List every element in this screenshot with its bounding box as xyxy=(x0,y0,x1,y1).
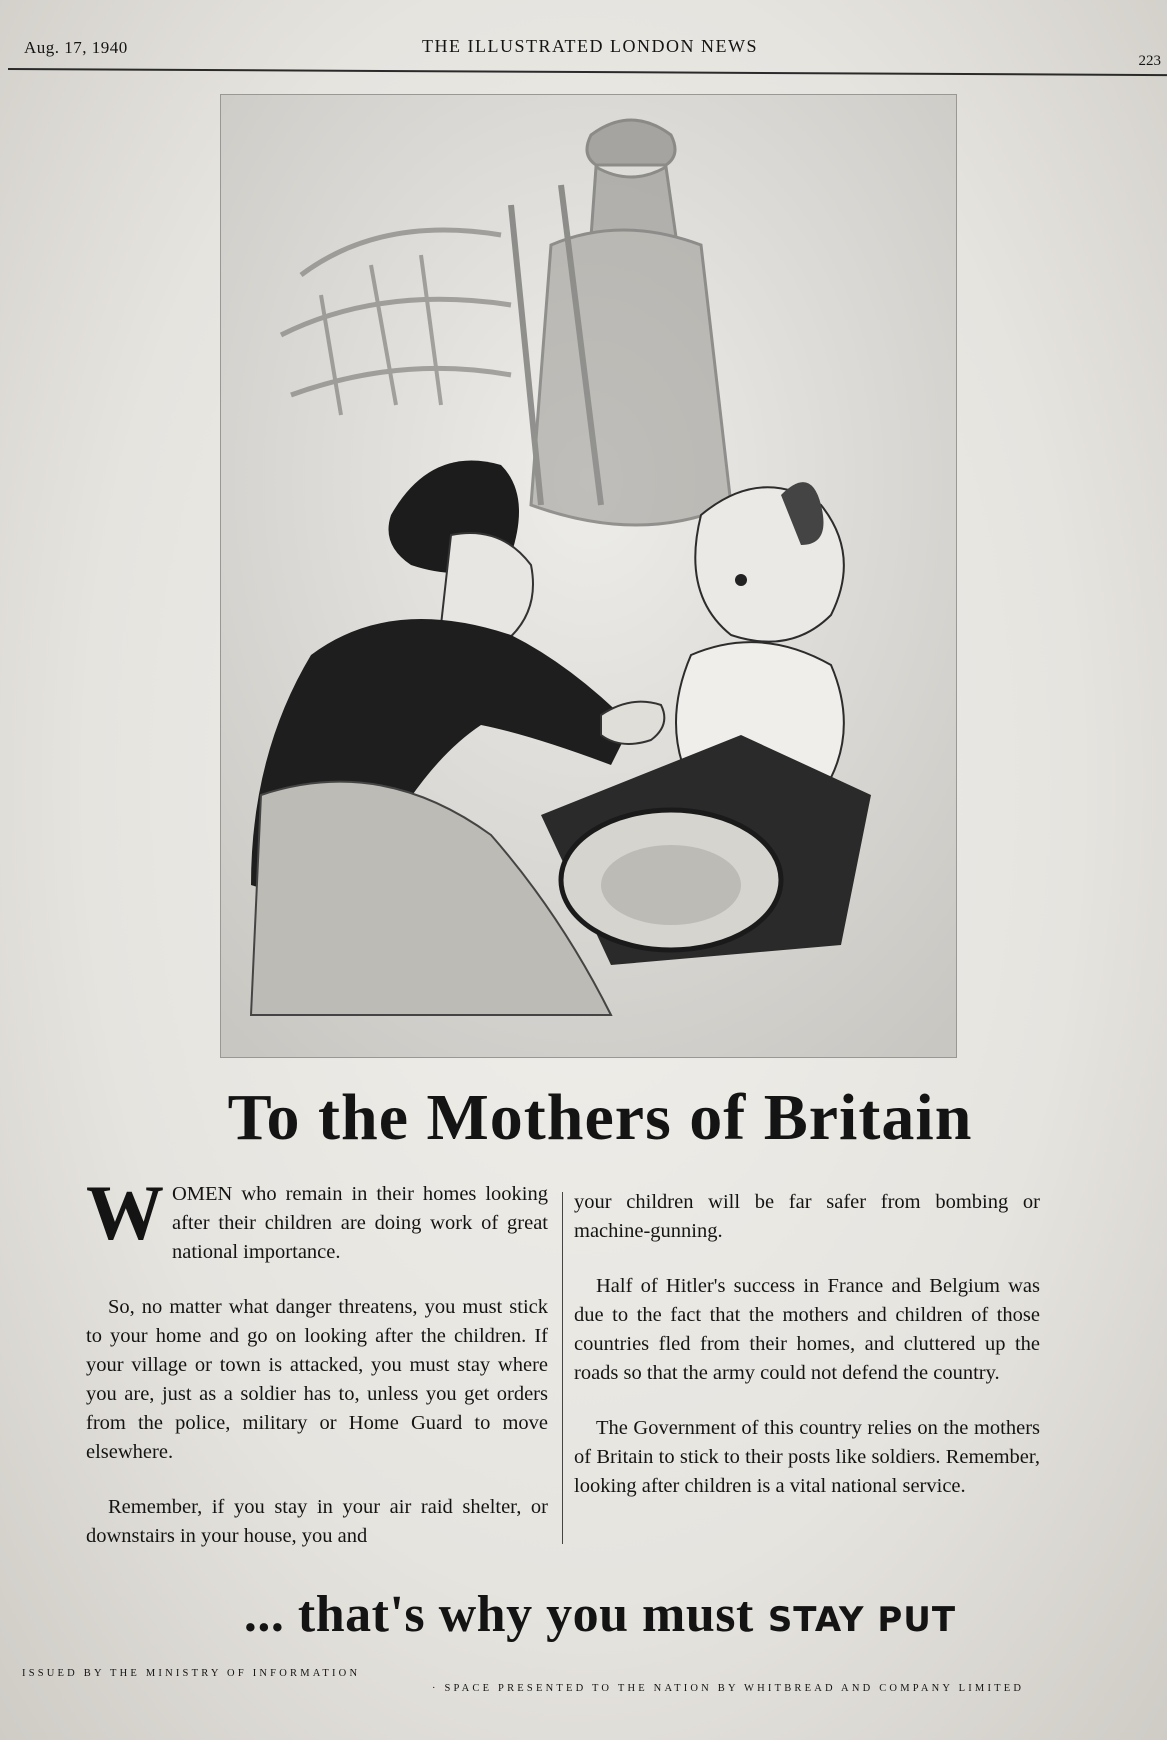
paragraph-2: So, no matter what danger threatens, you must stick to your home and go on looking after the children. If your village or town is attacked, you must stay where you are, just as a soldier has to, unless you get orders from the police, military or Home Guard to move elsewhere. xyxy=(86,1296,548,1463)
paragraph-3: Remember, if you stay in your air raid shelter, or downstairs in your house, you and xyxy=(86,1496,548,1547)
paragraph-1 xyxy=(86,1169,548,1267)
masthead xyxy=(0,0,1167,80)
right-body-column xyxy=(574,1188,1040,1527)
page-number: 223 xyxy=(1138,53,1161,69)
paragraph-1-text: OMEN who remain in their homes looking after their children are doing work of great national importance. xyxy=(172,1183,548,1263)
column-divider xyxy=(562,1192,563,1544)
mother-feeding-child-illustration xyxy=(220,94,957,1058)
left-body-column xyxy=(86,1169,548,1577)
drop-cap: W xyxy=(86,1169,164,1256)
paragraph-4: your children will be far safer from bombing or machine-gunning. xyxy=(574,1191,1040,1242)
paragraph-6: The Government of this country relies on the mothers of Britain to stick to their posts like soldiers. Remember, looking after children is a vital national service. xyxy=(574,1417,1040,1497)
issue-date: Aug. 17, 1940 xyxy=(24,38,128,57)
tagline-text: ... that's why you must xyxy=(243,1586,754,1643)
publication-title: THE ILLUSTRATED LONDON NEWS xyxy=(422,36,758,56)
ad-headline: To the Mothers of Britain xyxy=(227,1081,973,1154)
tagline xyxy=(150,1585,1050,1644)
stay-put-emphasis: STAY PUT xyxy=(767,1600,957,1640)
masthead-rule xyxy=(8,68,1167,76)
illustration-drawing xyxy=(221,95,956,1057)
paragraph-5: Half of Hitler's success in France and Belgium was due to the fact that the mothers and children of those countries fled from their homes, and cluttered up the roads so that the army could not defend the country. xyxy=(574,1275,1040,1384)
issuer-credit: ISSUED BY THE MINISTRY OF INFORMATION xyxy=(22,1668,361,1679)
sponsor-credit: · SPACE PRESENTED TO THE NATION BY WHITBREAD AND COMPANY LIMITED xyxy=(432,1683,1025,1694)
